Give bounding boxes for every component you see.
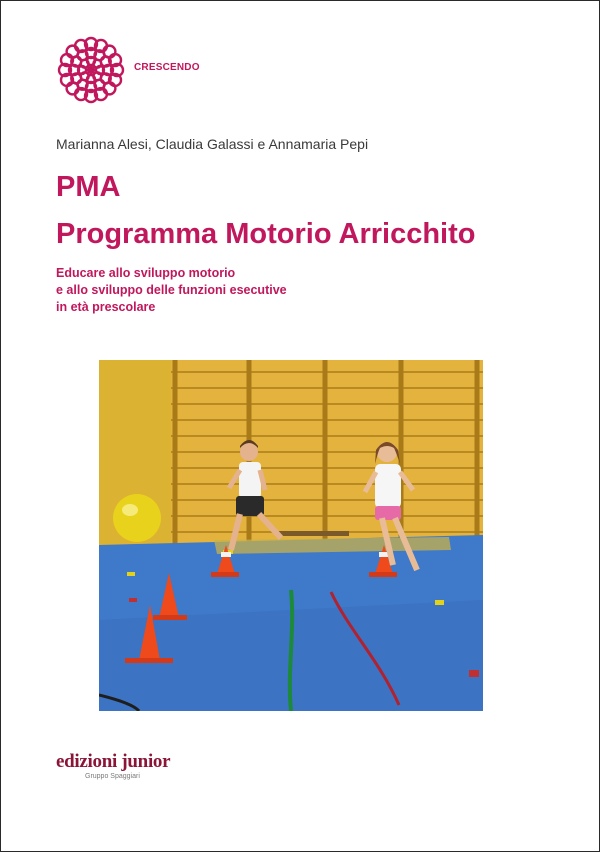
book-title-acronym: PMA <box>56 171 121 203</box>
series-name: CRESCENDO <box>134 62 200 73</box>
publisher-name: edizioni junior <box>56 751 171 772</box>
authors: Marianna Alesi, Claudia Galassi e Annamaria Pepi <box>56 136 369 152</box>
publisher-group: Gruppo Spaggiari <box>85 773 140 780</box>
cover-photo <box>99 360 483 711</box>
subtitle-line: e allo sviluppo delle funzioni esecutive <box>56 283 287 297</box>
book-title: Programma Motorio Arricchito <box>56 218 476 250</box>
rosette-logo-icon <box>56 35 126 105</box>
rosette-center <box>88 67 94 73</box>
book-subtitle <box>56 265 287 316</box>
subtitle-line: Educare allo sviluppo motorio <box>56 266 236 280</box>
subtitle-line: in età prescolare <box>56 300 156 314</box>
